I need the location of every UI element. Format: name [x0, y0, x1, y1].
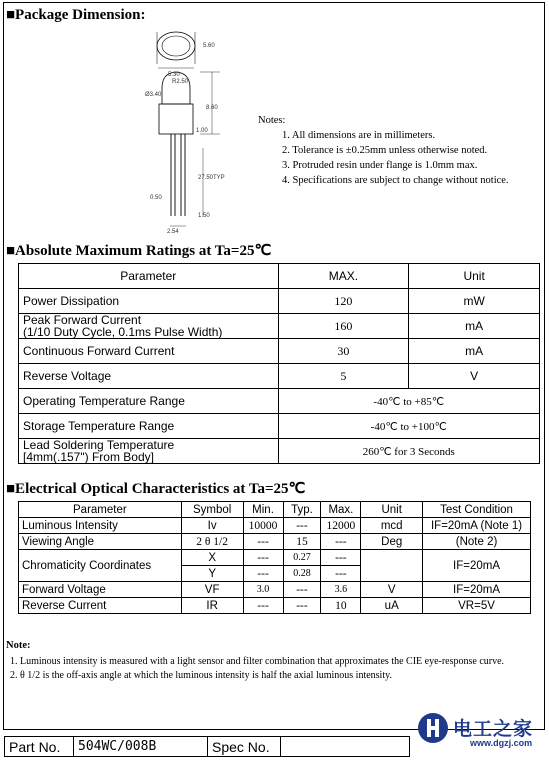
param-cell: Viewing Angle — [19, 534, 182, 550]
param-cell: Luminous Intensity — [19, 518, 182, 534]
max-cell: 260℃ for 3 Seconds — [278, 439, 540, 464]
param-line: (1/10 Duty Cycle, 0.1ms Pulse Width) — [23, 325, 223, 339]
unit-cell: V — [409, 364, 540, 389]
param-cell — [19, 314, 279, 339]
symbol-cell: 2 θ 1/2 — [181, 534, 243, 550]
param-cell: Chromaticity Coordinates — [19, 550, 182, 582]
header-cell: Unit — [361, 502, 423, 518]
header-cell: Unit — [409, 264, 540, 289]
param-cell — [19, 439, 279, 464]
eoc-title: ■Electrical Optical Characteristics at Ta=25℃ — [6, 481, 306, 497]
dim-label: 5.30 — [168, 72, 180, 78]
param-cell: Continuous Forward Current — [19, 339, 279, 364]
note-item: 2. Tolerance is ±0.25mm unless otherwise noted. — [282, 145, 488, 156]
table-row — [19, 339, 540, 364]
table-row — [19, 598, 531, 614]
unit-cell: V — [361, 582, 423, 598]
param-cell: Reverse Current — [19, 598, 182, 614]
typ-cell: 15 — [283, 534, 321, 550]
table-row — [19, 314, 540, 339]
symbol-cell: Iv — [181, 518, 243, 534]
typ-cell: --- — [283, 598, 321, 614]
symbol-cell: VF — [181, 582, 243, 598]
table-row — [19, 439, 540, 464]
param-cell: Power Dissipation — [19, 289, 279, 314]
test-condition-cell: IF=20mA — [423, 550, 531, 582]
symbol-cell: X — [181, 550, 243, 566]
note-item: 4. Specifications are subject to change without notice. — [282, 175, 509, 186]
unit-cell: Deg — [361, 534, 423, 550]
header-cell: Parameter — [19, 502, 182, 518]
note-title: Note: — [6, 640, 31, 651]
amr-title: ■Absolute Maximum Ratings at Ta=25℃ — [6, 243, 272, 259]
note-item: 1. Luminous intensity is measured with a light sensor and filter combination that approximates the CIE eye-response curve. — [10, 656, 505, 667]
unit-cell: mA — [409, 339, 540, 364]
param-line: Peak Forward Current — [23, 313, 142, 327]
param-cell: Reverse Voltage — [19, 364, 279, 389]
table-header-row — [19, 264, 540, 289]
table-row — [19, 364, 540, 389]
unit-cell: mW — [409, 289, 540, 314]
max-cell: 10 — [321, 598, 361, 614]
dim-label: 0.50 — [150, 195, 162, 201]
param-cell: Forward Voltage — [19, 582, 182, 598]
typ-cell: 0.28 — [283, 566, 321, 582]
test-condition-cell: VR=5V — [423, 598, 531, 614]
package-drawing — [140, 28, 250, 233]
max-cell: 3.6 — [321, 582, 361, 598]
dim-label: 1.00 — [196, 128, 208, 134]
dim-label: R2.50 — [172, 79, 189, 85]
max-cell: --- — [321, 550, 361, 566]
param-cell: Operating Temperature Range — [19, 389, 279, 414]
spec-label: Spec No. — [208, 737, 281, 757]
header-cell: MAX. — [278, 264, 409, 289]
max-cell: 12000 — [321, 518, 361, 534]
dim-label: 8.60 — [206, 105, 218, 111]
spec-value — [281, 737, 410, 757]
min-cell: --- — [243, 598, 283, 614]
table-row — [19, 550, 531, 566]
max-cell: -40℃ to +100℃ — [278, 414, 540, 439]
header-cell: Symbol — [181, 502, 243, 518]
table-header-row — [19, 502, 531, 518]
unit-cell: mcd — [361, 518, 423, 534]
note-item: 3. Protruded resin under flange is 1.0mm max. — [282, 160, 478, 171]
symbol-cell: IR — [181, 598, 243, 614]
unit-cell — [361, 550, 423, 582]
logo-icon — [418, 713, 448, 743]
footer-table — [4, 736, 410, 757]
max-cell: 30 — [278, 339, 409, 364]
table-row — [19, 289, 540, 314]
dim-label: Ø3.40 — [145, 92, 162, 98]
dim-label: 2.54 — [167, 229, 179, 235]
notes-title: Notes: — [258, 115, 286, 126]
test-condition-cell: IF=20mA — [423, 582, 531, 598]
dim-label: 27.50TYP — [198, 175, 225, 181]
note-item: 1. All dimensions are in millimeters. — [282, 130, 436, 141]
eoc-table — [18, 501, 531, 614]
header-cell: Typ. — [283, 502, 321, 518]
max-cell: --- — [321, 566, 361, 582]
typ-cell: --- — [283, 518, 321, 534]
typ-cell: --- — [283, 582, 321, 598]
header-cell: Test Condition — [423, 502, 531, 518]
table-row — [19, 389, 540, 414]
typ-cell: 0.27 — [283, 550, 321, 566]
param-line: [4mm(.157") From Body] — [23, 450, 154, 464]
header-cell: Parameter — [19, 264, 279, 289]
max-cell: -40℃ to +85℃ — [278, 389, 540, 414]
unit-cell: mA — [409, 314, 540, 339]
max-cell: --- — [321, 534, 361, 550]
table-row — [19, 518, 531, 534]
package-notes — [258, 113, 509, 188]
param-cell: Storage Temperature Range — [19, 414, 279, 439]
test-condition-cell: (Note 2) — [423, 534, 531, 550]
note-item: 2. θ 1/2 is the off-axis angle at which the luminous intensity is half the axial luminous intensity. — [10, 670, 392, 681]
table-row — [19, 582, 531, 598]
min-cell: --- — [243, 550, 283, 566]
param-line: Lead Soldering Temperature — [23, 438, 175, 452]
watermark-url: www.dgzj.com — [470, 738, 533, 748]
part-value: 504WC/008B — [74, 737, 208, 757]
table-row — [19, 534, 531, 550]
table-row — [19, 414, 540, 439]
min-cell: --- — [243, 566, 283, 582]
dim-label: 1.50 — [198, 213, 210, 219]
max-cell: 160 — [278, 314, 409, 339]
max-cell: 120 — [278, 289, 409, 314]
min-cell: --- — [243, 534, 283, 550]
test-condition-cell: IF=20mA (Note 1) — [423, 518, 531, 534]
symbol-cell: Y — [181, 566, 243, 582]
header-cell: Min. — [243, 502, 283, 518]
min-cell: 3.0 — [243, 582, 283, 598]
min-cell: 10000 — [243, 518, 283, 534]
unit-cell: uA — [361, 598, 423, 614]
max-cell: 5 — [278, 364, 409, 389]
header-cell: Max. — [321, 502, 361, 518]
part-label: Part No. — [5, 737, 74, 757]
dim-label: 5.60 — [203, 43, 215, 49]
note-list — [10, 655, 504, 683]
amr-table — [18, 263, 540, 464]
watermark-text: 电工之家 — [453, 718, 534, 740]
package-title: ■Package Dimension: — [6, 7, 146, 23]
